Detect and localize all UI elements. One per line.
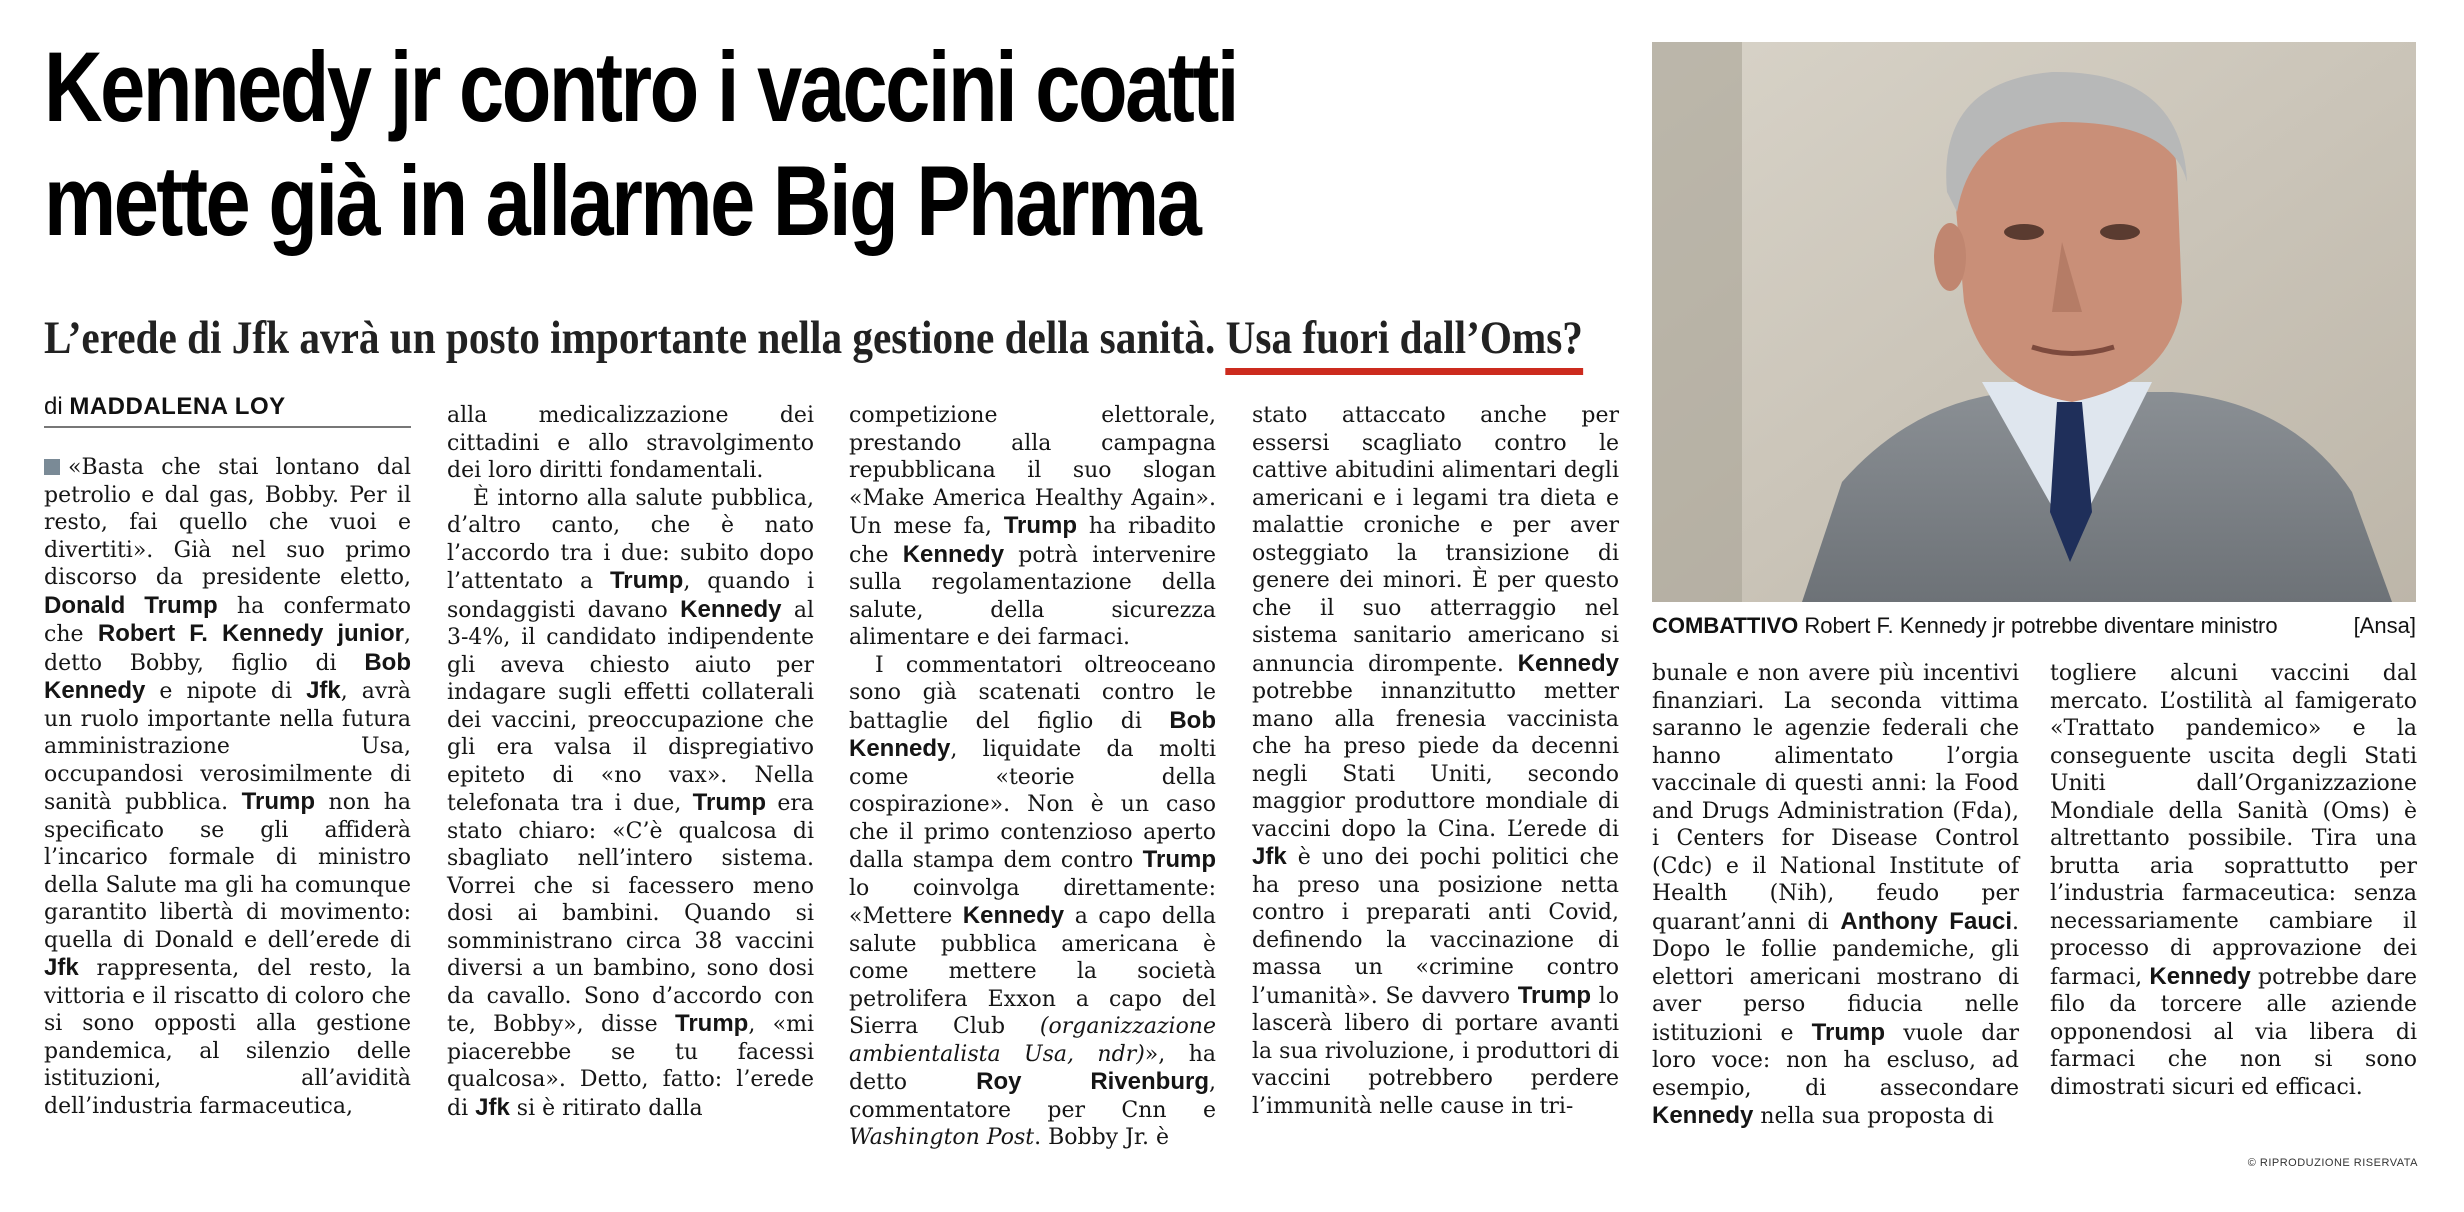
body-text: lo coinvolga direttamente: «Mettere	[849, 875, 1216, 929]
body-text: È intorno alla salute pubblica, d’altro canto, che è nato l’accordo tra i due: subito dopo l’attentato a	[447, 485, 814, 594]
body-text: a capo della salute pubblica americana è come mettere la società petrolifera Exxon a capo del Sierra Club	[849, 904, 1216, 1039]
name-highlight: Bob Kennedy	[44, 648, 411, 704]
name-highlight: Kennedy	[1652, 1102, 1754, 1129]
name-highlight: Kennedy	[962, 902, 1065, 929]
body-text: stato attaccato anche per essersi scagliato contro le cattive abitudini alimentari degli americani e i legami tra dieta e malattie croniche e per aver osteggiato la transizione di genere dei minori. È per questo che il suo atterraggio nel sistema sanitario americano si annuncia dirompente.	[1252, 403, 1619, 677]
body-text: , commentatore per Cnn e	[849, 1070, 1216, 1123]
paragraph-marker-icon	[44, 459, 60, 475]
body-text: era stato chiaro: «C’è qualcosa di sbagliato nell’intero sistema. Vorrei che si facessero meno dosi ai bambini. Quando si somministrano circa 38 vaccini diversi a un bambino, sono dosi da cavallo. Sono d’accordo con te, Bobby», disse	[447, 791, 814, 1037]
name-highlight: Trump	[241, 788, 315, 815]
name-highlight: Jfk	[1252, 843, 1287, 870]
body-text: , avrà un ruolo importante nella futura amministrazione Usa, occupandosi verosimilmente di sanità pubblica.	[44, 679, 411, 815]
text-column-3	[849, 402, 1216, 1152]
body-text: , liquidate da molti come «teorie della cospirazione». Non è un caso che il primo contenzioso aperto dalla stampa dem contro	[849, 737, 1216, 873]
name-highlight: Kennedy	[902, 540, 1005, 568]
byline-prefix: di	[44, 393, 63, 420]
paragraph	[1252, 402, 1619, 1120]
name-highlight: Jfk	[475, 1093, 510, 1121]
name-highlight: Donald Trump	[44, 591, 218, 619]
name-highlight: Anthony Fauci	[1840, 907, 2012, 935]
paragraph	[849, 402, 1216, 652]
paragraph	[447, 485, 814, 1123]
body-text: vuole dar loro voce: non ha escluso, ad esempio, di assecondare	[1652, 1020, 2019, 1101]
name-highlight: Kennedy	[1517, 649, 1619, 677]
body-text: non ha specificato se gli affiderà l’incarico formale di ministro della Salute ma gli ha comunque garantito libertà di movimento: quella di Donald e dell’erede di	[44, 790, 411, 953]
paragraph	[849, 652, 1216, 1152]
body-text: competizione elettorale, prestando alla campagna repubblicana il suo slogan «Make America Healthy Again». Un mese fa,	[849, 403, 1216, 539]
name-highlight: Trump	[1142, 846, 1216, 873]
body-text: alla medicalizzazione dei cittadini e allo stravolgimento dei loro diritti fondamentali.	[447, 403, 814, 483]
paragraph	[1652, 660, 2019, 1131]
text-column-2	[447, 402, 814, 1122]
body-text: bunale e non avere più incentivi finanziari. La seconda vittima saranno le agenzie federali che hanno alimentato l’orgia vaccinale di questi anni: la Food and Drugs Administration (Fda), i Centers for Disease Control (Cdc) e il National Institute of Health (Nih), feudo per quarant’anni di	[1652, 661, 2019, 935]
paragraph	[44, 454, 411, 1120]
body-text: «Basta che stai lontano dal petrolio e dal gas, Bobby. Per il resto, fai quello che vuoi e divertiti». Già nel suo primo discorso da presidente eletto,	[44, 455, 411, 590]
portrait-photo	[1652, 42, 2416, 602]
italic-text: (organizzazione ambientalista Usa, ndr)	[849, 1014, 1216, 1067]
body-text: », ha detto	[849, 1041, 1217, 1095]
italic-text: Washington Post	[849, 1125, 1035, 1150]
copyright-notice: © RIPRODUZIONE RISERVATA	[2247, 1157, 2418, 1169]
subtitle-main: L’erede di Jfk avrà un posto importante nella gestione della sanità.	[44, 312, 1216, 364]
name-highlight: Trump	[1517, 981, 1592, 1009]
name-highlight: Trump	[1003, 512, 1078, 539]
name-highlight: Roy Rivenburg	[976, 1068, 1209, 1095]
body-text: al 3-4%, il candidato indipendente gli aveva chiesto aiuto per indagare sugli effetti collaterali dei vaccini, preoccupazione che gli era valsa il dispregiativo epiteto di «no vax». Nella telefonata tra i due,	[447, 597, 814, 816]
body-text: lo lascerà libero di portare avanti la sua rivoluzione, i produttori di vaccini potrebbero perdere l’immunità nelle cause in tri-	[1252, 983, 1619, 1119]
body-text: rappresenta, del resto, la vittoria e il riscatto di coloro che si sono opposti alla gestione pandemica, al silenzio delle istituzioni, all’avidità dell’industria farmaceutica,	[44, 956, 411, 1119]
subtitle	[44, 310, 1583, 366]
portrait-photo-icon	[1652, 42, 2416, 602]
text-column-4	[1252, 402, 1619, 1120]
body-text: . Dopo le follie pandemiche, gli elettori americani mostrano di aver perso fiducia nelle istituzioni e	[1652, 909, 2019, 1046]
body-text: , «mi piacerebbe se tu facessi qualcosa». Detto, fatto: l’erede di	[447, 1012, 814, 1121]
photo-caption	[1652, 612, 2416, 640]
name-highlight: Kennedy	[680, 595, 782, 623]
caption-credit: [Ansa]	[2353, 613, 2416, 638]
name-highlight: Jfk	[44, 954, 79, 981]
body-text: nella sua proposta di	[1753, 1104, 1994, 1129]
body-text: ha confermato che	[44, 593, 411, 647]
body-text: , quando i sondaggisti davano	[447, 569, 814, 623]
body-text: è uno dei pochi politici che ha preso una posizione netta contro i preparati anti Covid, definendo la vaccinazione di massa un «crimine contro l’umanità». Se davvero	[1252, 845, 1619, 1009]
name-highlight: Trump	[1811, 1018, 1886, 1046]
name-highlight: Kennedy	[2149, 962, 2251, 990]
body-text: potrebbe dare filo da torcere alle aziende opponendosi al via libera di farmaci che non si sono dimostrati sicuri ed efficaci.	[2050, 964, 2417, 1100]
paragraph	[447, 402, 814, 485]
paragraph	[2050, 660, 2417, 1101]
name-highlight: Trump	[674, 1010, 749, 1037]
caption-label: COMBATTIVO	[1652, 613, 1799, 638]
headline	[44, 30, 1356, 258]
caption-text: Robert F. Kennedy jr potrebbe diventare ministro	[1804, 613, 2278, 638]
body-text: , detto Bobby, figlio di	[44, 622, 411, 676]
text-column-5	[1652, 660, 2019, 1131]
headline-line-2: mette già in allarme Big Pharma	[44, 145, 1200, 256]
text-column-6	[2050, 660, 2417, 1101]
body-text: si è ritirato dalla	[509, 1095, 703, 1121]
name-highlight: Jfk	[306, 677, 341, 704]
name-highlight: Trump	[609, 567, 684, 594]
name-highlight: Bob Kennedy	[849, 706, 1216, 762]
headline-line-1: Kennedy jr contro i vaccini coatti	[44, 31, 1238, 142]
subtitle-highlight: Usa fuori dall’Oms?	[1226, 312, 1583, 375]
body-text: I commentatori oltreoceano sono già scatenati contro le battaglie del figlio di	[849, 652, 1216, 734]
body-text: ha ribadito che	[849, 514, 1216, 568]
body-text: e nipote di	[145, 679, 307, 704]
name-highlight: Trump	[692, 789, 766, 816]
body-text: togliere alcuni vaccini dal mercato. L’ostilità al famigerato «Trattato pandemico» e la conseguente uscita degli Stati Uniti dall’Organizzazione Mondiale della Sanità (Oms) è altrettanto possibile. Tira una brutta aria soprattutto per l’industria farmaceutica: senza necessariamente cambiare il processo di approvazione dei farmaci,	[2050, 661, 2417, 990]
body-text: . Bobby Jr. è	[1034, 1125, 1170, 1150]
byline	[44, 392, 411, 428]
text-column-1	[44, 454, 411, 1120]
byline-author: MADDALENA LOY	[69, 393, 286, 420]
body-text: potrebbe innanzitutto metter mano alla frenesia vaccinista che ha preso piede da decenni negli Stati Uniti, secondo maggior produttore mondiale di vaccini dopo la Cina. L’erede di	[1252, 679, 1619, 842]
name-highlight: Robert F. Kennedy junior	[97, 620, 404, 647]
body-text: potrà intervenire sulla regolamentazione della salute, della sicurezza alimentare e dei farmaci.	[849, 542, 1216, 650]
